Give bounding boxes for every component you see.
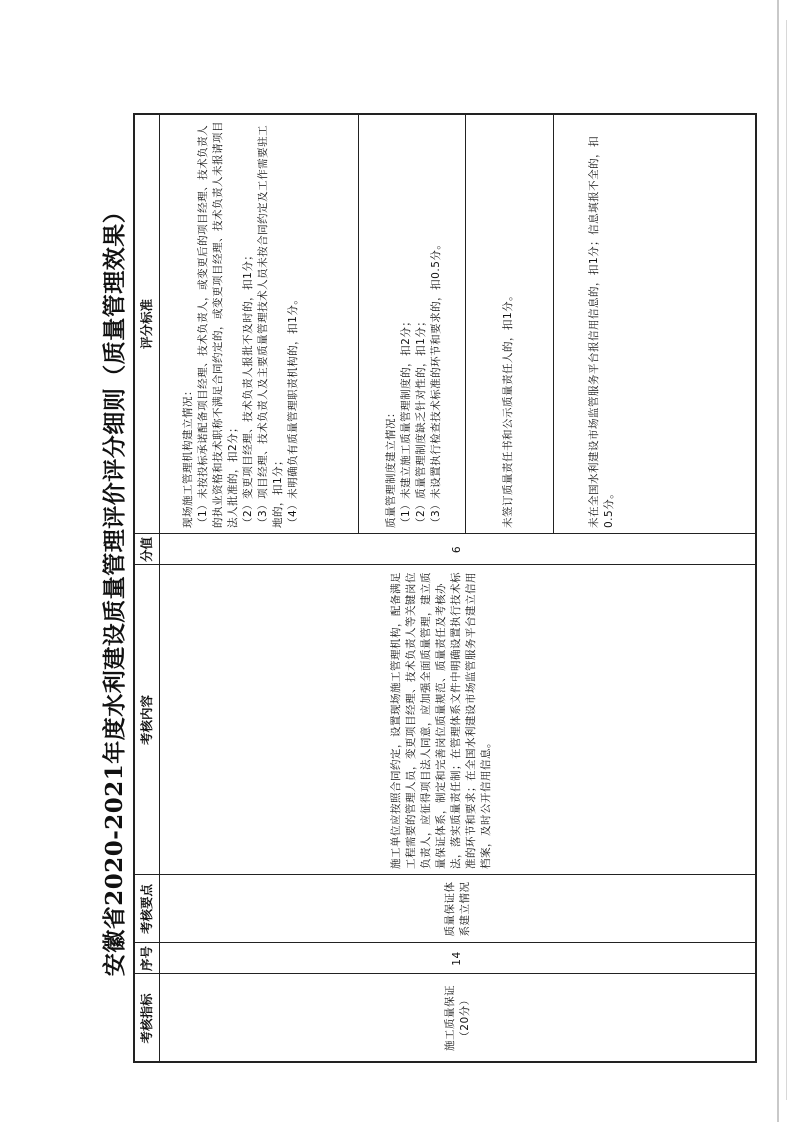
criteria-block [181, 120, 301, 528]
key-point-cell: 质量保证体系建立情况 [443, 881, 471, 937]
header-indicator: 考核指标 [139, 993, 154, 1044]
criteria-item: 未签订质量责任书和公示质量责任人的，扣1分。 [502, 289, 514, 528]
criteria-item: （2）变更项目经理、技术负责人报批不及时的，扣1分； [242, 249, 254, 528]
document-title: 安徽省2020-2021年度水利建设质量管理评价评分细则（质量管理效果） [101, 199, 128, 977]
rotated-page [97, 113, 757, 1063]
criteria-item: （1）未建立施工质量管理制度的，扣2分； [400, 315, 412, 528]
criteria-block [587, 120, 617, 528]
criteria-item: （1）未按投标承诺配备项目经理、技术负责人，或变更后的项目经理、技术负责人的执业资格和技术职称不满足合同约定的，或变更项目经理、技术负责人未报请项目法人批准的，扣2分； [197, 121, 239, 528]
header-criteria: 评分标准 [139, 299, 154, 350]
indicator-cell: 施工质量保证（20分） [443, 985, 471, 1051]
scan-border-secondary [786, 20, 787, 1100]
scan-border [777, 0, 779, 1122]
criteria-heading: 质量管理制度建立情况： [385, 407, 397, 528]
content-cell: 施工单位应按照合同约定，设置现场施工管理机构，配备满足工程需要的管理人员，变更项目经理、技术负责人等关键岗位负责人，应征得项目法人同意，应加强全面质量管理，建立质量保证体系，制定和完善岗位质量规范、质量责任及考核办法，落实质量责任制；在管理体系文件中明确设置执行技术标准的环节和要求；在全国水利建设市场监管服务平台建立信用档案，及时公开信用信息。 [390, 572, 492, 869]
criteria-heading: 现场施工管理机构建立情况： [182, 385, 194, 528]
seq-cell: 14 [451, 951, 463, 966]
criteria-item: （3）未设置执行检查技术标准的环节和要求的，扣0.5分。 [430, 238, 442, 528]
header-seq: 序号 [139, 946, 154, 972]
table-border-right [133, 114, 757, 116]
table-border-left [133, 1062, 757, 1064]
criteria-divider [358, 114, 359, 534]
criteria-item: （2）质量管理制度缺乏针对性的，扣1分； [415, 315, 427, 528]
criteria-divider [465, 114, 466, 534]
column-line [133, 874, 757, 875]
criteria-item: 未在全国水利建设市场监管服务平台报信用信息的，扣1分；信息填报不全的，扣0.5分。 [588, 135, 615, 528]
score-cell: 6 [451, 545, 463, 554]
header-score: 分值 [139, 537, 154, 563]
criteria-item: （3）项目经理、技术负责人及主要质量管理技术人员未按合同约定及工作需要驻工地的，扣1分； [257, 124, 284, 528]
criteria-block [384, 120, 444, 528]
header-key-point: 考核要点 [139, 884, 154, 935]
criteria-block [501, 120, 516, 528]
table-border-bottom [755, 113, 757, 1063]
criteria-divider [553, 114, 554, 534]
criteria-item: （4）未明确负有质量管理职责机构的，扣1分。 [287, 293, 299, 528]
header-content: 考核内容 [139, 695, 154, 746]
